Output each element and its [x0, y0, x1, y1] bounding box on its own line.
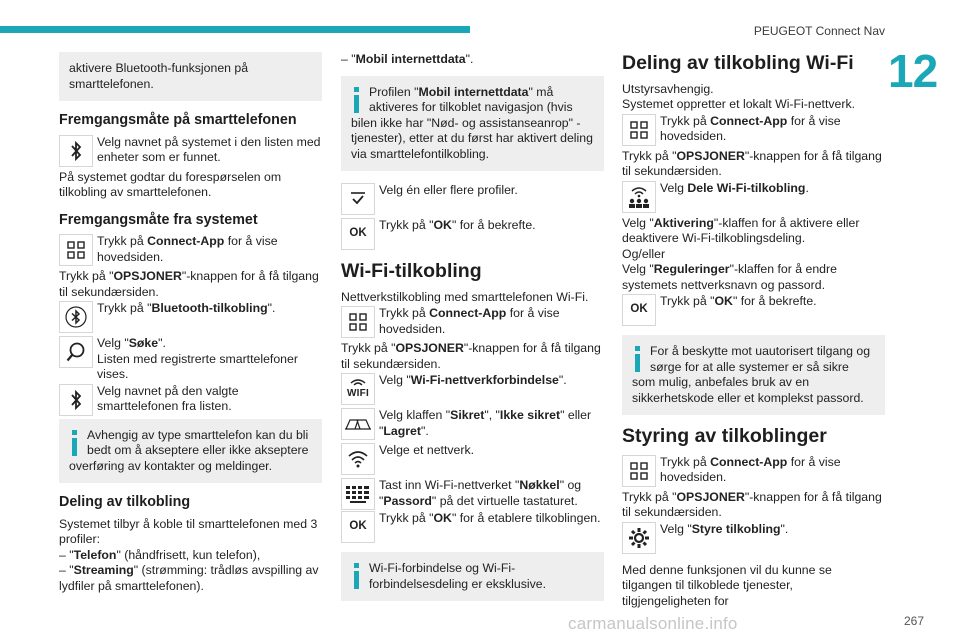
heading-wifi-sharing: Deling av tilkobling Wi-Fi: [622, 52, 854, 74]
list-item: – "Mobil internettdata".: [341, 52, 474, 66]
column-3: [622, 52, 885, 609]
step-row: [622, 181, 885, 213]
list-item: – "Streaming" (strømming: trådløs avspilling av lydfiler på smarttelefonen).: [59, 563, 319, 593]
step-text: Trykk på "OK" for å etablere tilkoblingen.: [379, 511, 601, 525]
step-row: [341, 373, 604, 405]
bluetooth-circle-icon: [59, 301, 93, 333]
heading-system-procedure: Fremgangsmåte fra systemet: [59, 211, 258, 228]
info-note: [341, 76, 604, 172]
apps-grid-icon: [59, 234, 93, 266]
step-text: Velg Dele Wi-Fi-tilkobling.: [660, 180, 809, 195]
step-text: Tast inn Wi-Fi-nettverket "Nøkkel" og "Passord" på det virtuelle tastaturet.: [379, 478, 582, 508]
gear-icon: [622, 522, 656, 554]
step-text: Velg "Aktivering"-klaffen for å aktivere eller deaktivere Wi-Fi-tilkoblingsdeling.: [622, 215, 860, 245]
step-text: Trykk på "OPSJONER"-knappen for å få tilgang til sekundærsiden.: [59, 269, 319, 299]
bluetooth-icon: [59, 384, 93, 416]
step-row: [59, 336, 322, 383]
step-row: [341, 408, 604, 440]
apps-grid-icon: [341, 306, 375, 338]
paragraph: Systemet oppretter et lokalt Wi-Fi-nettverk.: [622, 97, 856, 111]
ok-icon: OK: [341, 511, 375, 543]
step-text: Og/eller: [622, 246, 666, 261]
column-2: [341, 52, 604, 613]
chapter-number: 12: [888, 45, 938, 97]
step-text: Velg navnet på den valgte smarttelefonen fra listen.: [97, 383, 239, 413]
step-row: [341, 218, 604, 250]
ok-icon: OK: [622, 294, 656, 326]
note-box: [59, 52, 322, 101]
step-text: Trykk på "OPSJONER"-knappen for å få tilgang til sekundærsiden.: [341, 341, 601, 371]
header-accent-bar: [0, 26, 470, 33]
profiles-check-icon: [341, 183, 375, 215]
tabs-icon: [341, 408, 375, 440]
list-item: – "Telefon" (håndfrisett, kun telefon),: [59, 547, 261, 562]
apps-grid-icon: [622, 455, 656, 487]
heading-phone-procedure: Fremgangsmåte på smarttelefonen: [59, 112, 297, 128]
step-text: Velg "Reguleringer"-klaffen for å endre systemets nettverksnavn og passord.: [622, 262, 837, 292]
ok-icon: OK: [341, 218, 375, 250]
wifi-icon: [341, 443, 375, 475]
heading-manage-connections: Styring av tilkoblinger: [622, 425, 827, 447]
keyboard-icon: [341, 478, 375, 510]
step-row: [59, 135, 322, 167]
step-text: Velg "Søke". Listen med registrerte smarttelefoner vises.: [97, 336, 298, 381]
note-text: For å beskytte mot uautorisert tilgang og sørge for at alle systemer er så sikre som mulig, anbefales bruk av en sikkerhetskode eller et komplekst passord.: [632, 344, 871, 405]
step-row: [622, 522, 885, 554]
bluetooth-icon: [59, 135, 93, 167]
watermark: carmanualsonline.info: [568, 614, 738, 633]
heading-connection-sharing: Deling av tilkobling: [59, 494, 191, 510]
note-text: Wi-Fi-forbindelse og Wi-Fi-forbindelsesdeling er eksklusive.: [369, 561, 547, 591]
note-text: Profilen "Mobil internettdata" må aktiveres for tilkoblet navigasjon (hvis bilen ikke har "Nød- og assistanseanrop" -tjenester), etter at du først har aktivert deling via smarttelefontilkobling.: [351, 84, 593, 161]
step-text: Velg "Styre tilkobling".: [660, 521, 789, 536]
note-text: aktivere Bluetooth-funksjonen på smarttelefonen.: [69, 61, 249, 91]
info-note: [341, 552, 604, 601]
step-row: [59, 234, 322, 266]
page-number: 267: [903, 614, 924, 628]
heading-wifi: Wi-Fi-tilkobling: [341, 260, 482, 282]
note-text: Avhengig av type smarttelefon kan du bli bedt om å akseptere eller ikke akseptere overføring av kontakter og meldinger.: [69, 427, 309, 473]
step-row: [622, 294, 885, 326]
step-text: Velg navnet på systemet i den listen med enheter som er funnet.: [97, 134, 321, 164]
wifi-label-icon: WIFI: [341, 373, 375, 405]
apps-grid-icon: [622, 114, 656, 146]
step-row: [341, 306, 604, 338]
step-row: [622, 114, 885, 146]
step-text: Trykk på Connect-App for å vise hovedsiden.: [660, 113, 841, 143]
step-text: Trykk på "OPSJONER"-knappen for å få tilgang til sekundærsiden.: [622, 489, 882, 519]
info-note: [622, 335, 885, 415]
header-title: PEUGEOT Connect Nav: [753, 24, 885, 38]
info-icon: [69, 430, 81, 458]
step-text: Trykk på "OK" for å bekrefte.: [379, 218, 536, 232]
step-row: [622, 455, 885, 487]
paragraph: Med denne funksjonen vil du kunne se tilgangen til tilkoblede tjenester, tilgjengeligheten for: [622, 562, 832, 608]
step-row: [341, 478, 604, 510]
step-row: [341, 183, 604, 215]
step-row: [341, 511, 604, 543]
column-1: [59, 52, 322, 594]
search-icon: [59, 336, 93, 368]
paragraph: Systemet tilbyr å koble til smarttelefonen med 3 profiler:: [59, 516, 318, 546]
info-icon: [351, 563, 363, 591]
share-wifi-icon: [622, 181, 656, 213]
info-note: [59, 419, 322, 484]
step-text: Velg klaffen "Sikret", "Ikke sikret" eller "Lagret".: [379, 408, 592, 438]
paragraph: Utstyrsavhengig.: [622, 81, 714, 96]
step-row: [59, 384, 322, 416]
step-text: Trykk på "OPSJONER"-knappen for å få tilgang til sekundærsiden.: [622, 148, 882, 178]
step-row: [341, 443, 604, 475]
step-text: Trykk på "OK" for å bekrefte.: [660, 294, 817, 308]
step-text: Trykk på Connect-App for å vise hovedsiden.: [379, 306, 560, 336]
step-text: Velg "Wi-Fi-nettverkforbindelse".: [379, 373, 567, 387]
step-row: [59, 301, 322, 333]
step-text: Trykk på Connect-App for å vise hovedsiden.: [97, 234, 278, 264]
step-text: Trykk på Connect-App for å vise hovedsiden.: [660, 454, 841, 484]
step-text: Velge et nettverk.: [379, 443, 475, 457]
step-text: På systemet godtar du forespørselen om tilkobling av smarttelefonen.: [59, 169, 282, 199]
step-text: Trykk på "Bluetooth-tilkobling".: [97, 301, 276, 315]
info-icon: [351, 87, 363, 115]
step-text: Velg én eller flere profiler.: [379, 183, 518, 197]
info-icon: [632, 346, 644, 374]
paragraph: Nettverkstilkobling med smarttelefonen Wi-Fi.: [341, 289, 589, 304]
